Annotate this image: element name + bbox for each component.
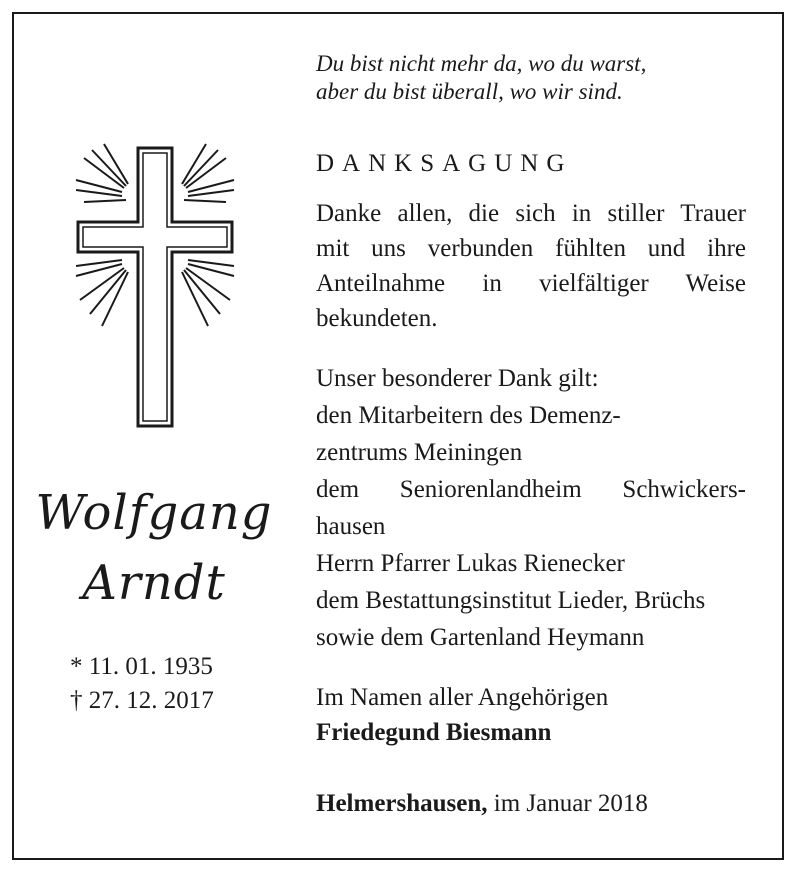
motto-line-1: Du bist nicht mehr da, wo du warst, (316, 51, 647, 76)
heading-danksagung: DANKSAGUNG (316, 150, 573, 177)
life-dates (70, 650, 214, 718)
death-date: † 27. 12. 2017 (70, 687, 214, 714)
deceased-last-name: Arndt (82, 555, 226, 611)
thanks-line: Anteilnahme in vielfältiger Weise (316, 270, 746, 297)
closing-block (316, 680, 608, 750)
thanks-line: Danke allen, die sich in stiller Trauer (316, 200, 746, 227)
special-thanks-line: Herrn Pfarrer Lukas Rienecker (316, 550, 625, 577)
thanks-paragraph (316, 196, 746, 336)
special-thanks (316, 360, 746, 656)
thanks-line: bekundeten. (316, 305, 438, 332)
deceased-first-name: Wolfgang (35, 485, 273, 541)
motto-quote (316, 50, 646, 106)
motto-line-2: aber du bist überall, wo wir sind. (316, 79, 623, 104)
special-thanks-line: zentrums Meiningen (316, 439, 523, 466)
special-thanks-line: sowie dem Gartenland Heymann (316, 624, 645, 651)
signature-name: Friedegund Biesmann (316, 719, 552, 746)
place-date: im Januar 2018 (487, 790, 648, 817)
cross-with-rays-icon (62, 140, 248, 430)
special-thanks-line: den Mitarbeitern des Demenz- (316, 402, 621, 429)
thanks-line: mit uns verbunden fühlten und ihre (316, 235, 746, 262)
closing-line: Im Namen aller Angehörigen (316, 684, 609, 711)
special-thanks-line: dem Bestattungsinstitut Lieder, Brüchs (316, 587, 706, 614)
special-thanks-intro: Unser besonderer Dank gilt: (316, 365, 599, 392)
place-date-line (316, 786, 648, 821)
special-thanks-line: hausen (316, 513, 386, 540)
special-thanks-line: dem Seniorenlandheim Schwickers- (316, 476, 746, 503)
birth-date: * 11. 01. 1935 (70, 653, 213, 680)
place-town: Helmershausen, (316, 790, 488, 817)
